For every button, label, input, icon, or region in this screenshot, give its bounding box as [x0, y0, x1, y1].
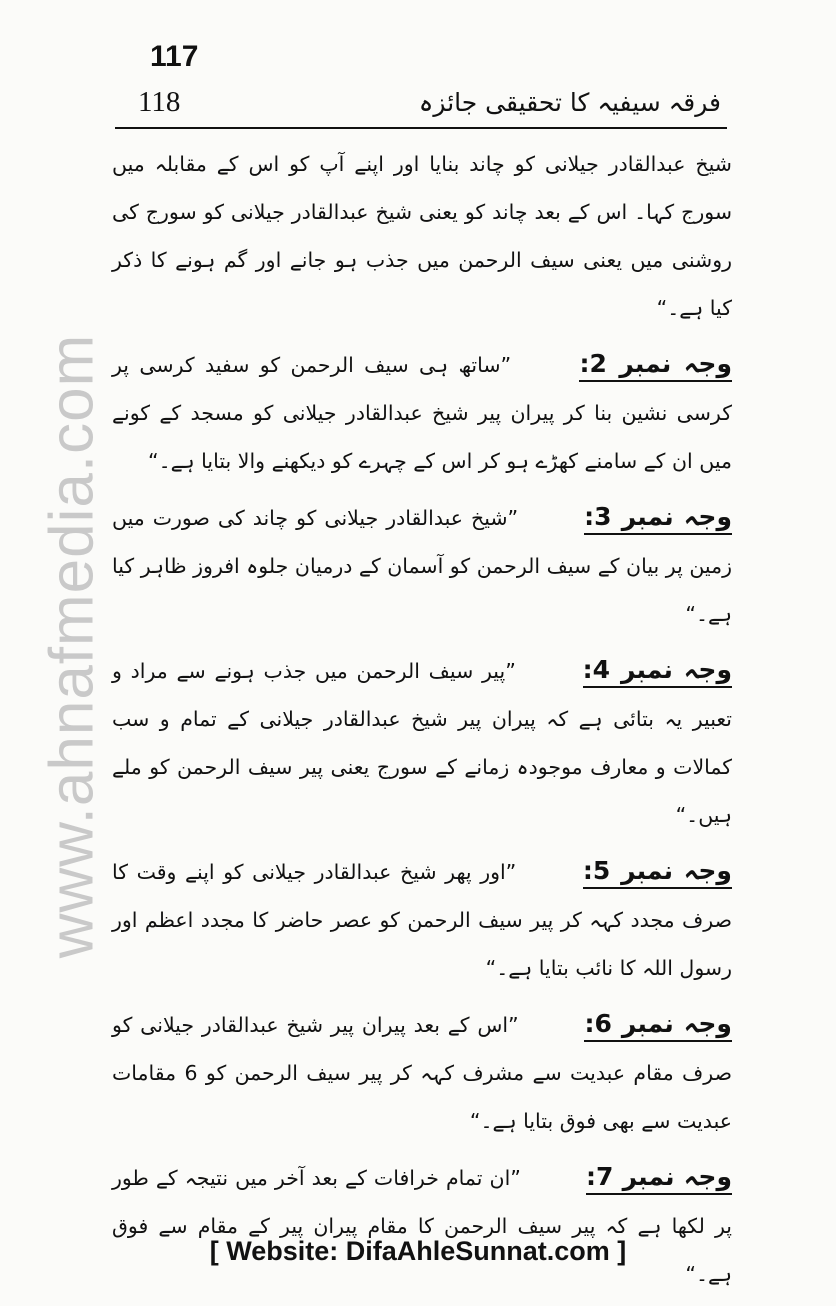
website-footer: [ Website: DifaAhleSunnat.com ]	[209, 1236, 627, 1266]
outer-page-number: 117	[150, 40, 199, 73]
paragraph-text: ”اور پھر شیخ عبدالقادر جیلانی کو اپنے وقت کا صرف مجدد کہہ کر پیر سیف الرحمن کو عصر حاضر کا مجدد اعظم اور رسول اللہ کا نائب بتایا ہے۔“	[112, 860, 732, 980]
reason-label: وجہ نمبر 3:	[584, 502, 732, 535]
paragraph-text: ”اس کے بعد پیران پیر شیخ عبدالقادر جیلانی کو صرف مقام عبدیت سے مشرف کہہ کر پیر سیف الرحمن کو 6 مقامات عبدیت سے بھی فوق بتایا ہے۔“	[112, 1013, 733, 1133]
page-body	[112, 140, 732, 1306]
running-title: فرقہ سیفیہ کا تحقیقی جائزہ	[418, 88, 721, 117]
paragraph	[112, 340, 732, 485]
paragraph	[112, 1153, 732, 1298]
reason-label: وجہ نمبر 4:	[583, 655, 732, 688]
paragraph	[112, 493, 732, 638]
paragraph	[112, 646, 732, 839]
paragraph-text: شیخ عبدالقادر جیلانی کو چاند بنایا اور اپنے آپ کو اس کے مقابلہ میں سورج کہا۔ اس کے بعد چاند کو یعنی شیخ عبدالقادر جیلانی کو سورج کی روشنی میں یعنی سیف الرحمن میں جذب ہو جانے اور گم ہونے کا ذکر کیا ہے۔“	[112, 152, 732, 320]
paragraph-text: ”ان تمام خرافات کے بعد آخر میں نتیجہ کے طور پر لکھا ہے کہ پیر سیف الرحمن کا مقام پیران پیر کے مقام سے فوق ہے۔“	[112, 1166, 732, 1286]
paragraph	[112, 847, 732, 992]
paragraph-text: ”شیخ عبدالقادر جیلانی کو چاند کی صورت میں زمین پر بیان کے سیف الرحمن کو آسمان کے درمیان جلوہ افروز ظاہر کیا ہے۔“	[112, 506, 732, 626]
reason-label: وجہ نمبر 2:	[579, 349, 732, 382]
side-watermark: www.ahnafmedia.com	[37, 333, 107, 959]
reason-label: وجہ نمبر 7:	[586, 1162, 732, 1195]
paragraph-text: ”ساتھ ہی سیف الرحمن کو سفید کرسی پر کرسی نشین بنا کر پیران پیر شیخ عبدالقادر جیلانی کو مسجد کے کونے میں ان کے سامنے کھڑے ہو کر اس کے چہرے کو دیکھنے والا بتایا ہے۔“	[112, 353, 732, 473]
header-divider	[115, 127, 727, 129]
reason-label: وجہ نمبر 5:	[583, 856, 732, 889]
reason-label: وجہ نمبر 6:	[584, 1009, 732, 1042]
inner-page-number: 118	[138, 86, 181, 118]
paragraph-text: ”پیر سیف الرحمن میں جذب ہونے سے مراد و تعبیر یہ بتائی ہے کہ پیران پیر شیخ عبدالقادر جیلانی کے تمام و سب کمالات و معارف موجودہ زمانے کے سورج یعنی پیر سیف الرحمن کو ملے ہیں۔“	[112, 659, 732, 827]
paragraph	[112, 140, 732, 332]
paragraph	[112, 1000, 732, 1145]
